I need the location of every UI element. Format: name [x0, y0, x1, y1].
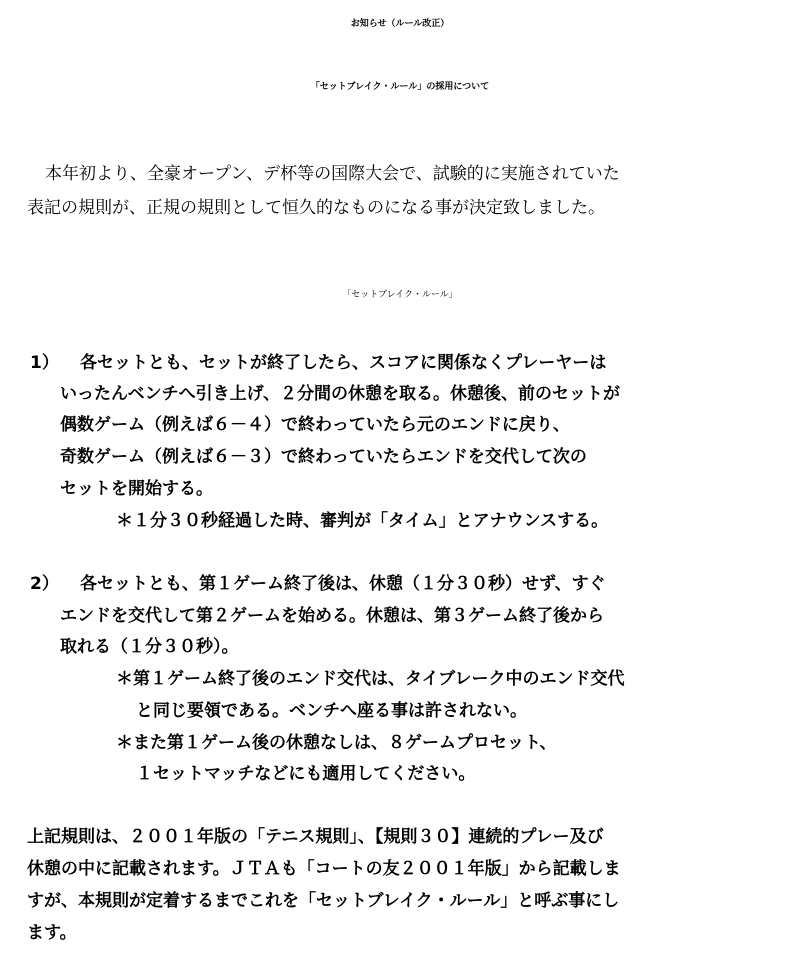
footer-line: すが、本規則が定着するまでこれを「セットブレイク・ルール」と呼ぶ事にし [27, 891, 620, 911]
rule-name-heading: 「セットブレイク・ルール」 [342, 290, 458, 300]
footer-line: 休憩の中に記載されます。ＪＴＡも「コートの友２００１年版」から記載しま [27, 859, 621, 879]
notice-subtitle: 「セットブレイク・ルール」の採用について [310, 82, 490, 92]
footer-line: ます。 [27, 923, 77, 943]
rule-1-line: 奇数ゲーム（例えば６－３）で終わっていたらエンドを交代して次の [60, 447, 587, 467]
rule-2-number: 2） [30, 574, 59, 594]
rule-1-line: 偶数ゲーム（例えば６－４）で終わっていたら元のエンドに戻り、 [60, 415, 570, 435]
rule-2-note: と同じ要領である。ベンチへ座る事は許されない。 [136, 701, 527, 721]
footer-line: 上記規則は、２００１年版の「テニス規則」、【規則３０】連続的プレー及び [27, 827, 604, 847]
rule-1-note: ＊１分３０秒経過した時、審判が「タイム」とアナウンスする。 [116, 511, 609, 531]
rule-2-note: １セットマッチなどにも適用してください。 [136, 764, 476, 784]
rule-2-line: 各セットとも、第１ゲーム終了後は、休憩（１分３０秒）せず、すぐ [80, 574, 606, 594]
rule-1-line: セットを開始する。 [60, 479, 213, 499]
rule-1-number: 1） [30, 353, 59, 373]
rule-2-line: 取れる（１分３０秒）。 [60, 637, 239, 657]
rule-2-note: ＊第１ゲーム終了後のエンド交代は、タイブレーク中のエンド交代 [116, 669, 625, 689]
rule-1-line: 各セットとも、セットが終了したら、スコアに関係なくプレーヤーは [80, 353, 607, 373]
rule-2-note: ＊また第１ゲーム後の休憩なしは、８ゲームプロセット、 [116, 733, 557, 753]
intro-line: 表記の規則が、正規の規則として恒久的なものになる事が決定致しました。 [27, 198, 605, 218]
rule-1-line: いったんベンチへ引き上げ、２分間の休憩を取る。休憩後、前のセットが [60, 384, 620, 404]
rule-2-line: エンドを交代して第２ゲームを始める。休憩は、第３ゲーム終了後から [60, 606, 604, 626]
intro-line: 本年初より、全豪オープン、デ杯等の国際大会で、試験的に実施されていた [45, 164, 620, 184]
notice-title: お知らせ（ルール改正） [350, 19, 450, 29]
